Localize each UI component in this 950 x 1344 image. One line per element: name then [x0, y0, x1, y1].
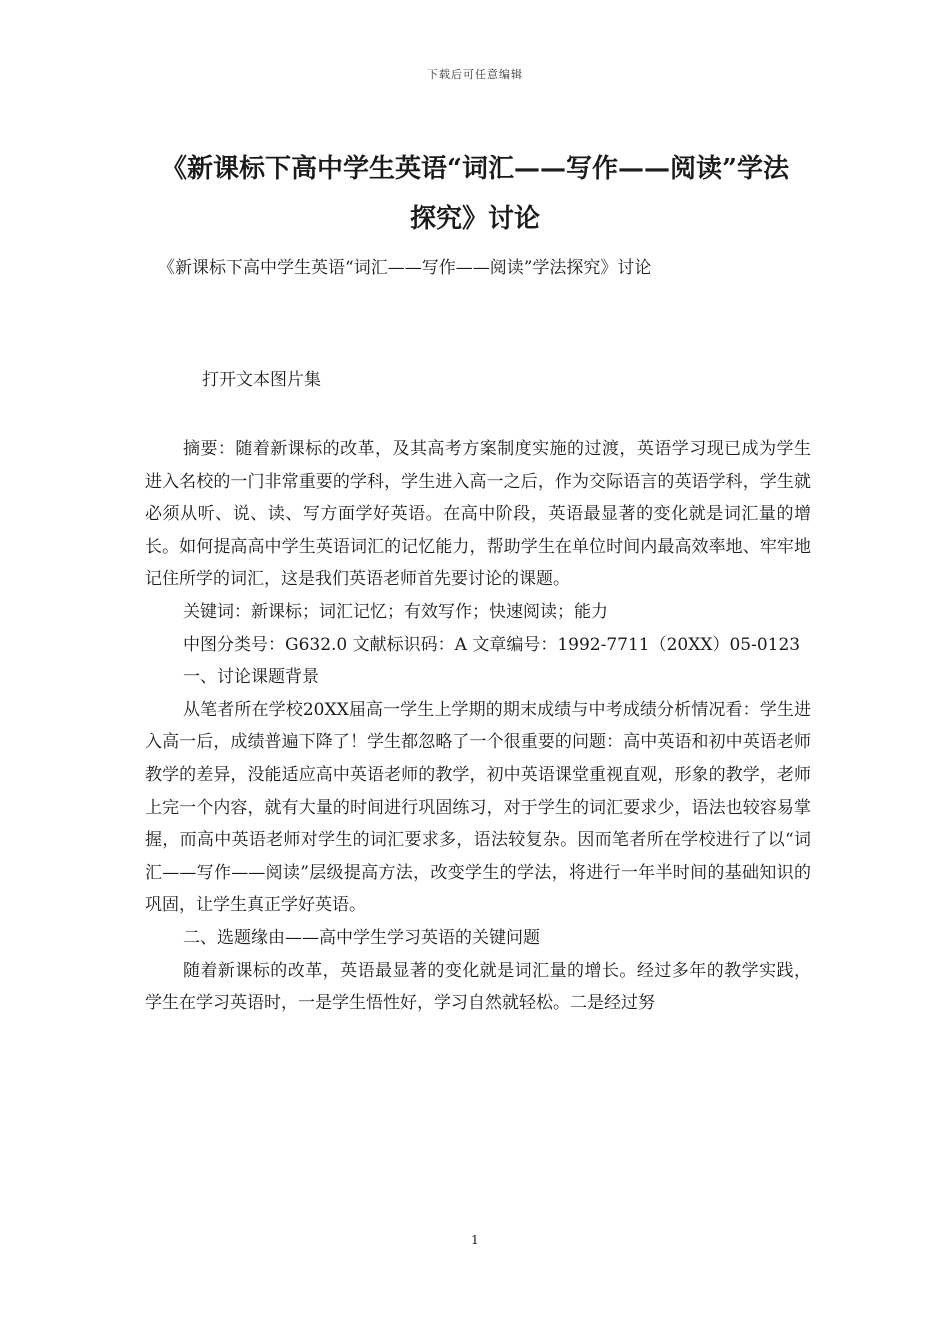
document-title-line-2: 探究》讨论 — [409, 204, 540, 234]
background-paragraph: 从笔者所在学校20XX届高一学生上学期的期末成绩与中考成绩分析情况看：学生进入高一后，成绩普遍下降了！学生都忽略了一个很重要的问题：高中英语和初中英语老师教学的差异，没能适应高中英语老师的教学，初中英语课堂重视直观，形象的教学，老师上完一个内容，就有大量的时间进行巩固练习，对于学生的词汇要求少，语法也较容易掌握，而高中英语老师对学生的词汇要求多，语法较复杂。因而笔者所在学校进行了以“词汇——写作——阅读”层级提高方法，改变学生的学法，将进行一年半时间的基础知识的巩固，让学生真正学好英语。 — [145, 699, 811, 916]
abstract-paragraph: 摘要：随着新课标的改革，及其高考方案制度实施的过渡，英语学习现已成为学生进入名校的一门非常重要的学科，学生进入高一之后，作为交际语言的英语学科，学生就必须从听、说、读、写方面学好英语。在高中阶段，英语最显著的变化就是词汇量的增长。如何提高高中学生英语词汇的记忆能力，帮助学生在单位时间内最高效率地、牢牢地记住所学的词汇，这是我们英语老师首先要讨论的课题。 — [145, 439, 811, 590]
document-body — [145, 433, 811, 1020]
keywords-paragraph: 关键词：新课标；词汇记忆；有效写作；快速阅读；能力 — [183, 601, 608, 622]
reason-paragraph: 随着新课标的改革，英语最显著的变化就是词汇量的增长。经过多年的教学实践，学生在学习英语时，一是学生悟性好，学习自然就轻松。二是经过努 — [145, 960, 811, 1014]
document-subtitle: 《新课标下高中学生英语“词汇——写作——阅读”学法探究》讨论 — [158, 258, 652, 278]
header-note: 下载后可任意编辑 — [427, 68, 523, 81]
section-heading-1: 一、讨论课题背景 — [183, 667, 319, 688]
classification-paragraph: 中图分类号：G632.0 文献标识码：A 文章编号：1992-7711（20XX）05-0123 — [183, 634, 801, 655]
open-image-gallery-link[interactable]: 打开文本图片集 — [202, 370, 321, 390]
document-title-line-1: 《新课标下高中学生英语“词汇——写作——阅读”学法 — [161, 154, 789, 184]
section-heading-2: 二、选题缘由——高中学生学习英语的关键问题 — [183, 927, 540, 948]
page-number: 1 — [471, 1233, 479, 1247]
